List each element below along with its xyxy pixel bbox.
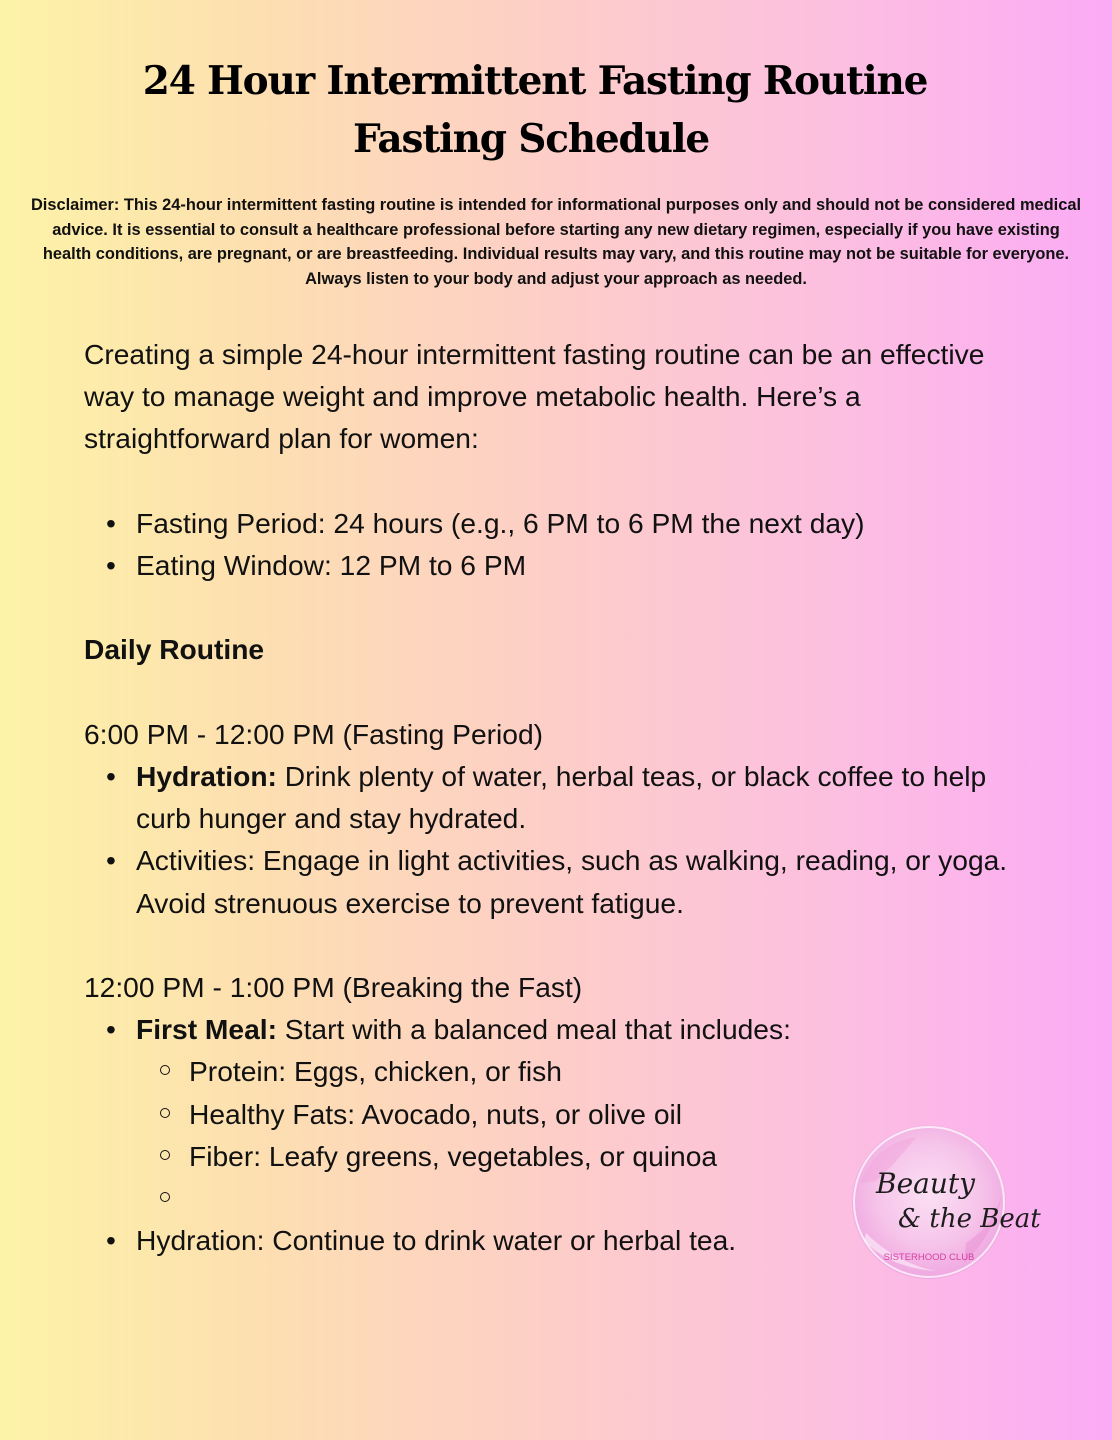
logo-tagline: SISTERHOOD CLUB	[883, 1252, 975, 1263]
brand-logo	[846, 1123, 1041, 1281]
section-heading: Daily Routine	[84, 633, 265, 666]
logo-line2: & the Beat	[898, 1204, 1041, 1234]
fasting-period-label: 6:00 PM - 12:00 PM (Fasting Period)	[84, 717, 544, 750]
intro-paragraph: Creating a simple 24-hour intermittent fasting routine can be an effective way to manage weight and improve metabolic health. Here’s a straightforward plan for women:	[84, 338, 985, 455]
list-item: • Hydration: Continue to drink water or herbal tea.	[84, 1219, 1024, 1261]
hydration-label: Hydration:	[136, 759, 277, 792]
list-item: • Eating Window: 12 PM to 6 PM	[84, 544, 1024, 586]
overview-list	[84, 502, 1024, 586]
list-item: Fiber: Leafy greens, vegetables, or quinoa	[136, 1135, 1024, 1177]
page-subtitle: Fasting Schedule	[353, 116, 709, 162]
first-meal-text: Start with a balanced meal that includes:	[276, 1013, 791, 1046]
list-item: Protein: Eggs, chicken, or fish	[136, 1050, 1024, 1092]
breaking-fast-label: 12:00 PM - 1:00 PM (Breaking the Fast)	[84, 970, 583, 1003]
list-item: • Fasting Period: 24 hours (e.g., 6 PM to 6 PM the next day)	[84, 502, 1024, 544]
disclaimer: Disclaimer: This 24-hour intermittent fasting routine is intended for informational purposes only and should not be considered medical advice. It is essential to consult a healthcare professional before starting any new dietary regimen, especially if you have existing health conditions, are pregnant, or are breastfeeding. Individual results may vary, and this routine may not be suitable for everyone. Always listen to your body and adjust your approach as needed.	[30, 196, 1082, 288]
list-item: • Activities: Engage in light activities, such as walking, reading, or yoga. Avoid strenuous exercise to prevent fatigue.	[84, 839, 1024, 923]
list-item: Healthy Fats: Avocado, nuts, or olive oil	[136, 1093, 1024, 1135]
first-meal-label: First Meal:	[136, 1013, 277, 1046]
page-title: 24 Hour Intermittent Fasting Routine	[142, 58, 928, 104]
list-item	[84, 755, 1024, 839]
hydration-text: Drink plenty of water, herbal teas, or black coffee to help curb hunger and stay hydrated.	[136, 759, 987, 835]
logo-line1: Beauty	[876, 1167, 975, 1200]
fasting-list	[84, 755, 1024, 924]
